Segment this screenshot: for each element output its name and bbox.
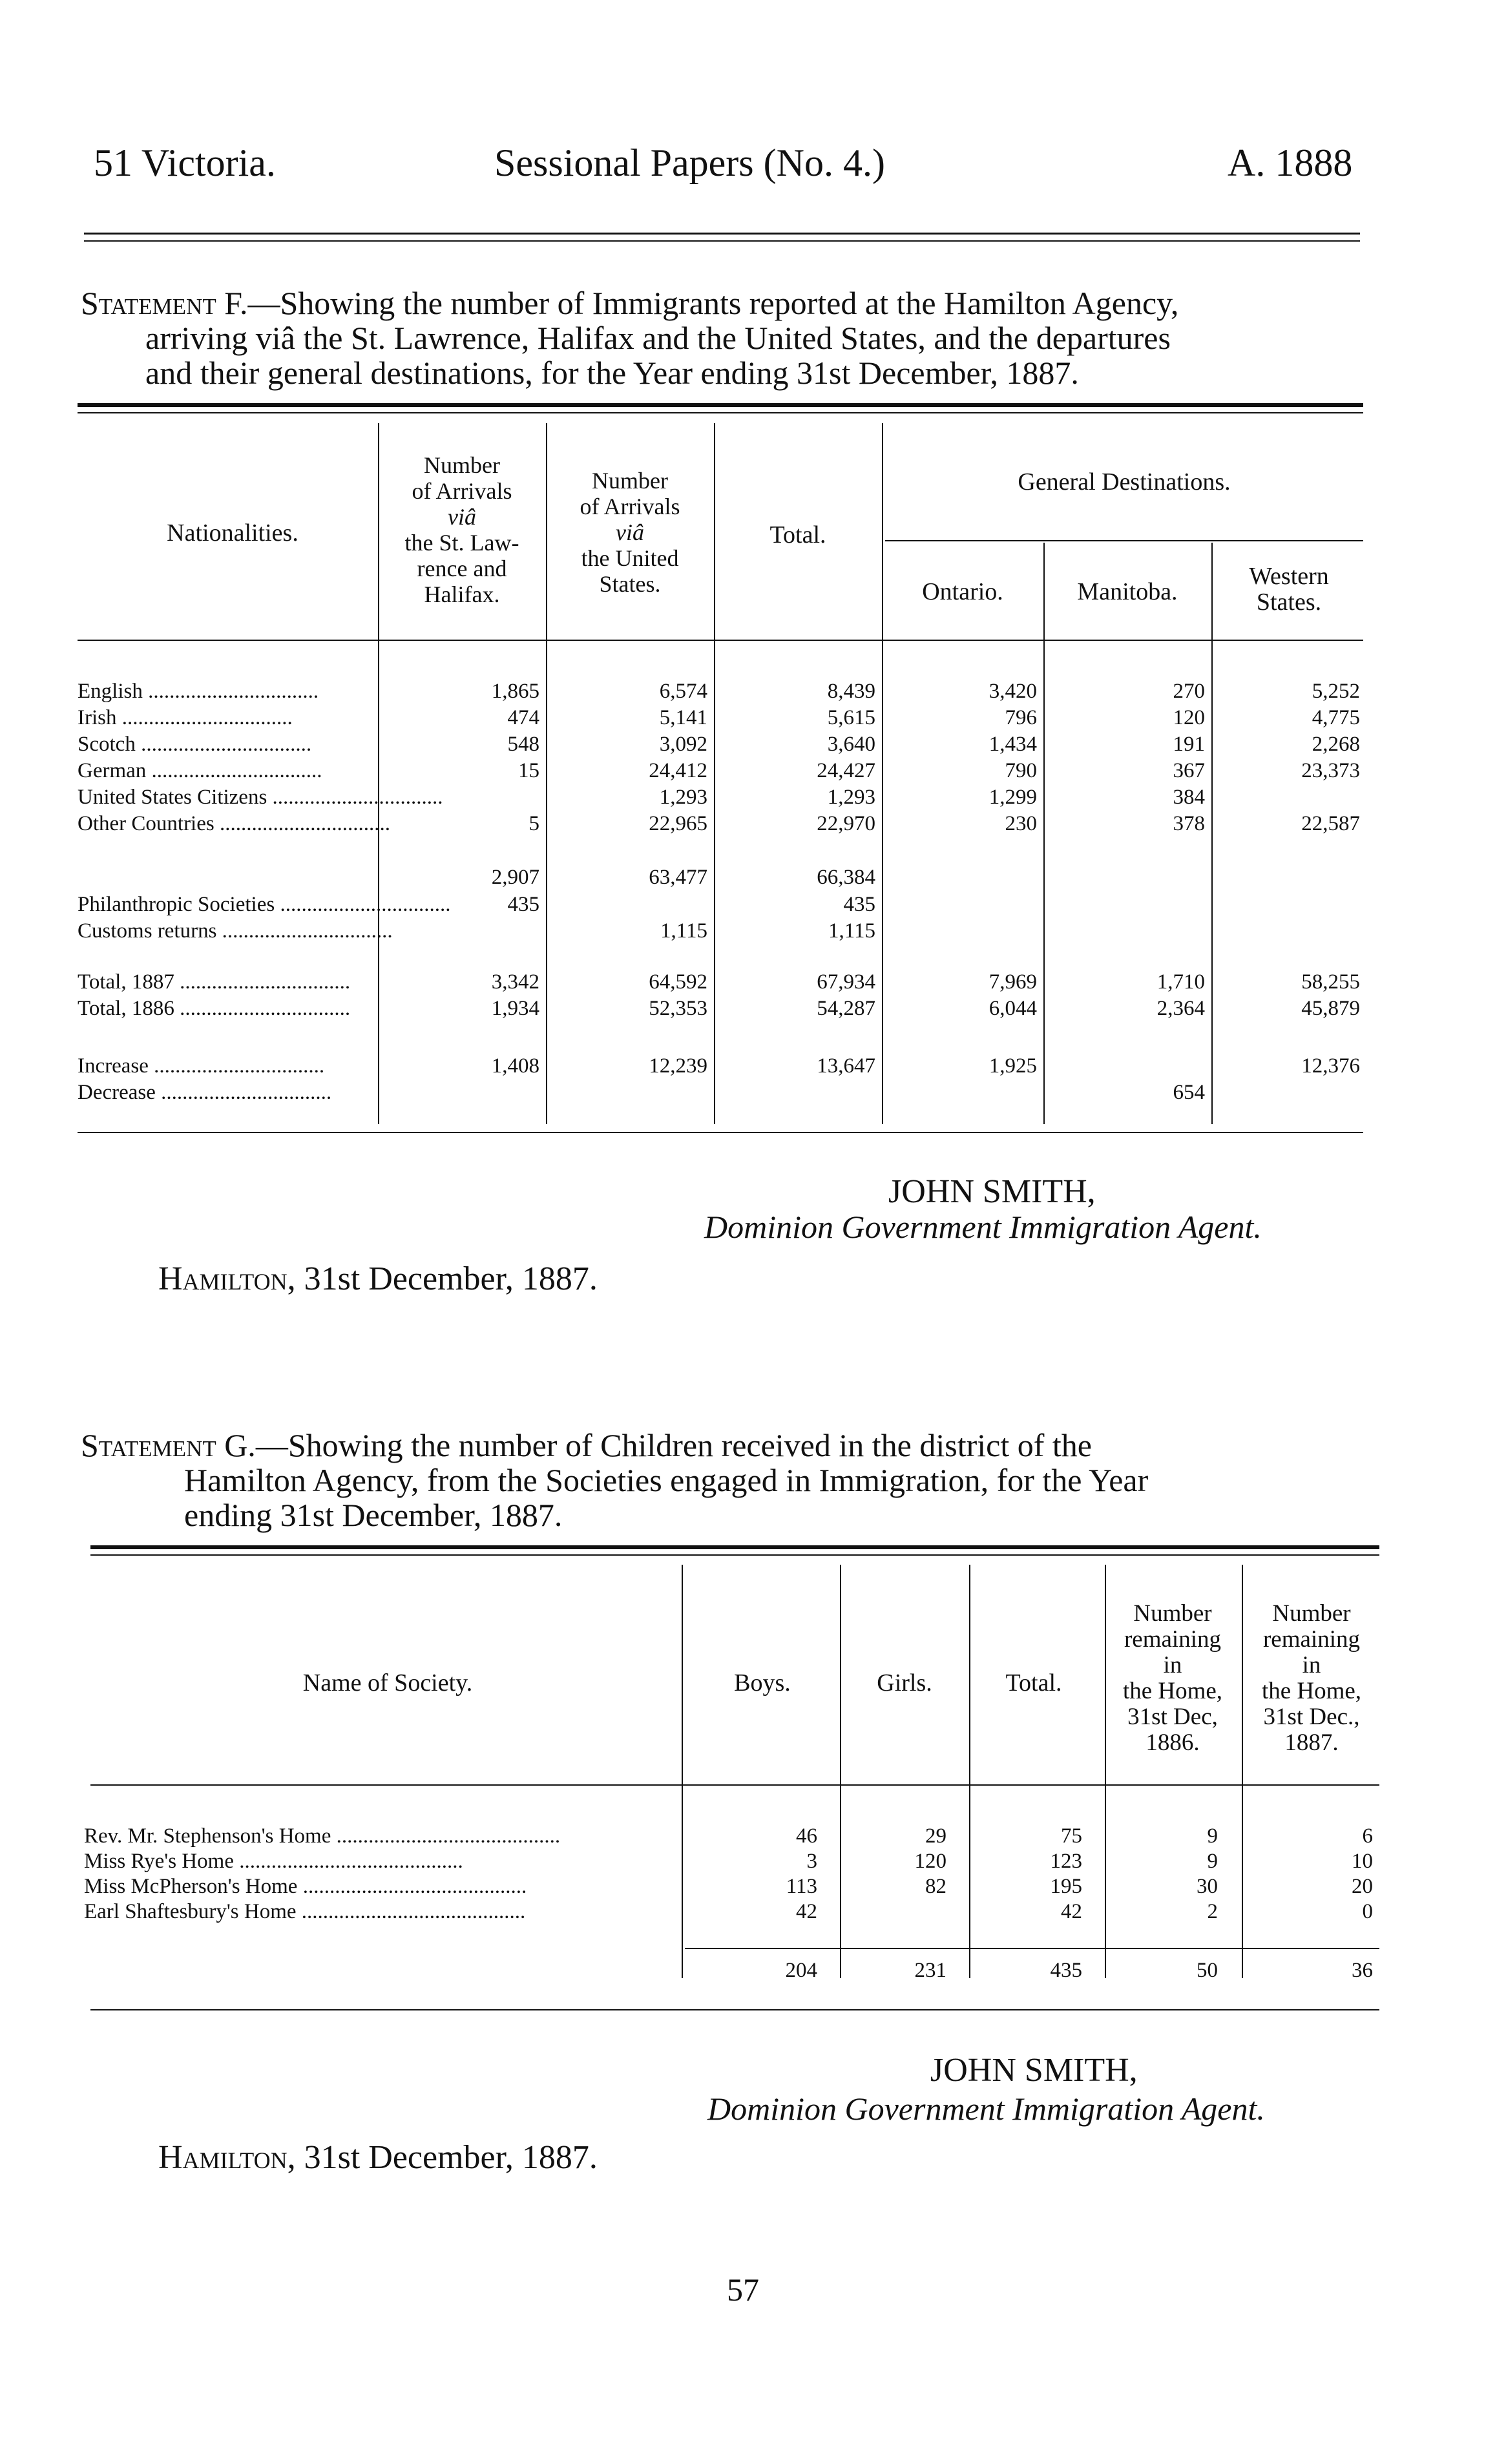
cell-total: 75 [1061,1824,1082,1848]
statement-f-signature-title: Dominion Government Immigration Agent. [704,1209,1262,1245]
cell-us: 24,412 [649,759,707,782]
running-head-right: A. 1888 [1228,141,1353,184]
cell-manitoba: 191 [1173,733,1205,756]
col-arrivals-stl: Number of Arrivals viâ the St. Law- rence and Halifax. [404,452,519,607]
cell-manitoba: 2,364 [1156,997,1205,1020]
running-head-center: Sessional Papers (No. 4.) [494,141,885,184]
vrule [1242,1565,1243,1978]
row-name: Customs returns ................................ [78,919,393,943]
cell-us: 64,592 [649,970,707,994]
cell-r1887: 0 [1362,1900,1373,1923]
cell-stl: 1,934 [491,997,539,1020]
cell-stl: 3,342 [491,970,539,994]
cell-stl: 435 [507,893,539,916]
cell-manitoba: 384 [1173,786,1205,809]
vrule [969,1565,970,1978]
statement-f-caption-line3: and their general destinations, for the Year ending 31st December, 1887. [145,355,1079,391]
cell-ontario: 1,434 [988,733,1037,756]
col-western: Western States. [1249,563,1329,616]
cell-stl: 2,907 [491,866,539,889]
cell-total: 123 [1050,1850,1082,1873]
cell-western: 23,373 [1301,759,1360,782]
col-ontario: Ontario. [922,578,1003,605]
row-name: English ................................ [78,680,319,703]
statement-f-header-rule [78,640,1363,641]
cell-r1886: 9 [1207,1824,1218,1848]
cell-total: 5,615 [827,706,875,729]
cell-total: 3,640 [827,733,875,756]
vrule [882,423,883,1124]
statement-f-label: Statement F. [81,285,248,321]
society-name: Earl Shaftesbury's Home .......................................... [84,1900,526,1923]
cell-boys: 42 [796,1900,817,1923]
row-name: Total, 1887 ................................ [78,970,351,994]
cell-r1887: 36 [1352,1959,1373,1982]
cell-r1887: 6 [1362,1824,1373,1848]
cell-stl: 474 [507,706,539,729]
cell-us: 12,239 [649,1054,707,1078]
statement-g-top-rule [90,1545,1379,1549]
statement-f-caption-line1: —Showing the number of Immigrants reported at the Hamilton Agency, [247,285,1179,321]
statement-f-caption-line2: arriving viâ the St. Lawrence, Halifax and the United States, and the departures [145,320,1171,356]
cell-boys: 204 [785,1959,817,1982]
society-name: Miss McPherson's Home .......................................... [84,1875,527,1898]
cell-total: 22,970 [817,812,875,835]
destinations-rule [885,540,1363,541]
cell-total: 66,384 [817,866,875,889]
statement-g-caption [81,1428,1379,1532]
statement-g-signature-name: JOHN SMITH, [930,2052,1138,2089]
vrule [714,423,715,1124]
cell-stl: 548 [507,733,539,756]
cell-total: 13,647 [817,1054,875,1078]
statement-g-label: Statement G. [81,1427,256,1463]
cell-us: 1,293 [659,786,707,809]
statement-g-dateline: Hamilton, 31st December, 1887. [158,2139,598,2176]
page-number: 57 [727,2271,759,2308]
cell-ontario: 796 [1005,706,1037,729]
cell-us: 5,141 [659,706,707,729]
cell-girls: 120 [914,1850,946,1873]
cell-ontario: 7,969 [988,970,1037,994]
cell-western: 22,587 [1301,812,1360,835]
cell-stl: 15 [518,759,539,782]
row-name: Increase ................................ [78,1054,325,1078]
statement-f-top-rule-2 [78,412,1363,413]
row-name: Other Countries ................................ [78,812,390,835]
cell-r1887: 20 [1352,1875,1373,1898]
cell-stl: 1,865 [491,680,539,703]
vrule [378,423,379,1124]
cell-total: 1,115 [828,919,875,943]
vrule [1105,1565,1106,1978]
cell-ontario: 3,420 [988,680,1037,703]
header-rule [84,233,1360,235]
cell-us: 6,574 [659,680,707,703]
col-arrivals-us: Number of Arrivals viâ the United States. [580,468,680,597]
statement-g-header-rule [90,1784,1379,1786]
cell-us: 22,965 [649,812,707,835]
running-head-left: 51 Victoria. [94,141,276,184]
statement-f-caption [81,286,1373,390]
cell-us: 3,092 [659,733,707,756]
cell-western: 2,268 [1312,733,1360,756]
col-general-destinations: General Destinations. [1018,468,1231,496]
statement-g-caption-line1: —Showing the number of Children received in the district of the [255,1427,1092,1463]
cell-us: 63,477 [649,866,707,889]
statement-f-dateline: Hamilton, 31st December, 1887. [158,1260,598,1297]
cell-us: 1,115 [660,919,707,943]
row-name: Decrease ................................ [78,1081,332,1104]
cell-boys: 3 [806,1850,817,1873]
cell-western: 45,879 [1301,997,1360,1020]
header-rule-2 [84,240,1360,242]
cell-manitoba: 654 [1173,1081,1205,1104]
cell-western: 5,252 [1312,680,1360,703]
row-name: Total, 1886 ................................ [78,997,351,1020]
statement-f-signature-name: JOHN SMITH, [888,1173,1096,1210]
cell-girls: 231 [914,1959,946,1982]
cell-stl: 1,408 [491,1054,539,1078]
cell-western: 4,775 [1312,706,1360,729]
statement-g-caption-line2: Hamilton Agency, from the Societies engaged in Immigration, for the Year [184,1462,1149,1498]
cell-western: 12,376 [1301,1054,1360,1078]
cell-r1886: 2 [1207,1900,1218,1923]
cell-total: 42 [1061,1900,1082,1923]
statement-g-total-rule [685,1948,1379,1949]
cell-girls: 29 [925,1824,946,1848]
statement-f-top-rule [78,403,1363,407]
vrule [1043,543,1045,1124]
row-name: Scotch ................................ [78,733,312,756]
cell-manitoba: 378 [1173,812,1205,835]
col-total: Total. [769,521,826,548]
cell-manitoba: 120 [1173,706,1205,729]
cell-ontario: 6,044 [988,997,1037,1020]
col-remaining-1886: Number remaining in the Home, 31st Dec, 1886. [1122,1600,1223,1756]
cell-total: 67,934 [817,970,875,994]
col-g-total: Total. [1005,1669,1062,1697]
society-name: Miss Rye's Home .......................................... [84,1850,463,1873]
cell-manitoba: 1,710 [1156,970,1205,994]
statement-f-bottom-rule [78,1132,1363,1133]
cell-stl: 5 [528,812,539,835]
vrule [1211,543,1213,1124]
col-society-name: Name of Society. [302,1669,473,1697]
cell-us: 52,353 [649,997,707,1020]
statement-g-bottom-rule [90,2009,1379,2010]
col-manitoba: Manitoba. [1077,578,1178,605]
row-name: Irish ................................ [78,706,293,729]
cell-total: 8,439 [827,680,875,703]
cell-boys: 113 [786,1875,817,1898]
cell-manitoba: 270 [1173,680,1205,703]
cell-ontario: 230 [1005,812,1037,835]
society-name: Rev. Mr. Stephenson's Home .......................................... [84,1824,561,1848]
cell-total: 54,287 [817,997,875,1020]
cell-total: 435 [843,893,875,916]
vrule [840,1565,841,1978]
statement-g-signature-title: Dominion Government Immigration Agent. [707,2091,1265,2127]
cell-boys: 46 [796,1824,817,1848]
cell-total: 1,293 [827,786,875,809]
col-remaining-1887: Number remaining in the Home, 31st Dec., 1887. [1261,1600,1362,1756]
cell-r1886: 30 [1197,1875,1218,1898]
cell-r1887: 10 [1352,1850,1373,1873]
row-name: Philanthropic Societies ................................ [78,893,451,916]
cell-girls: 82 [925,1875,946,1898]
cell-total: 195 [1050,1875,1082,1898]
cell-western: 58,255 [1301,970,1360,994]
cell-manitoba: 367 [1173,759,1205,782]
col-boys: Boys. [734,1669,791,1697]
statement-g-caption-line3: ending 31st December, 1887. [184,1497,563,1533]
row-name: United States Citizens ................................ [78,786,443,809]
cell-ontario: 1,925 [988,1054,1037,1078]
vrule [682,1565,683,1978]
vrule [546,423,547,1124]
cell-r1886: 9 [1207,1850,1218,1873]
row-name: German ................................ [78,759,322,782]
col-girls: Girls. [877,1669,932,1697]
col-nationalities: Nationalities. [167,519,298,547]
cell-ontario: 790 [1005,759,1037,782]
cell-ontario: 1,299 [988,786,1037,809]
cell-total: 435 [1050,1959,1082,1982]
cell-r1886: 50 [1197,1959,1218,1982]
cell-total: 24,427 [817,759,875,782]
statement-g-top-rule-2 [90,1554,1379,1556]
